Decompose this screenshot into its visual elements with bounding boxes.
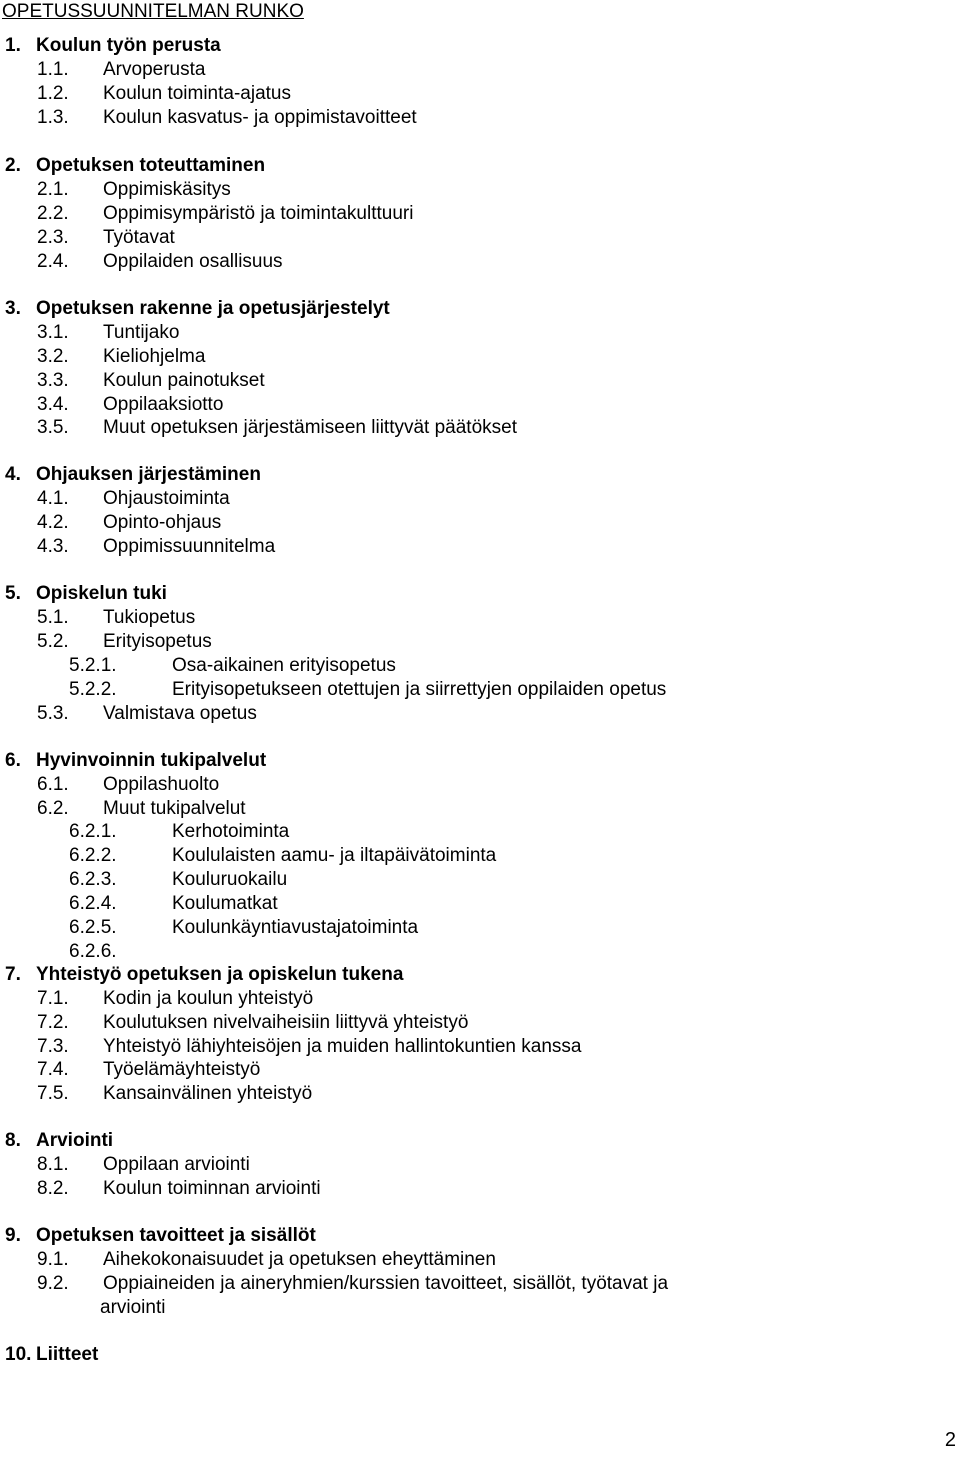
entry-number: 6.2.1.: [69, 821, 117, 842]
entry-number: 6.2.3.: [69, 869, 117, 890]
entry-text: Kodin ja koulun yhteistyö: [103, 988, 314, 1009]
entry-text: Koulutuksen nivelvaiheisiin liittyvä yhteistyö: [103, 1012, 469, 1033]
entry-text: Koulumatkat: [172, 893, 278, 914]
entry-number: 6.1.: [37, 774, 69, 795]
entry-text: Arvoperusta: [103, 59, 206, 80]
entry-text: Opetuksen rakenne ja opetusjärjestelyt: [36, 298, 390, 319]
entry-text: Oppimisympäristö ja toimintakulttuuri: [103, 203, 414, 224]
entry-text: Ohjauksen järjestäminen: [36, 464, 261, 485]
entry-text: Oppilaan arviointi: [103, 1154, 250, 1175]
entry-text: Opetuksen tavoitteet ja sisällöt: [36, 1225, 316, 1246]
entry-text: Aihekokonaisuudet ja opetuksen eheyttäminen: [103, 1249, 496, 1270]
entry-text: arviointi: [100, 1297, 166, 1318]
entry-text: Oppilashuolto: [103, 774, 220, 795]
entry-text: Koulun toiminta-ajatus: [103, 83, 291, 104]
entry-number: 2.2.: [37, 203, 69, 224]
entry-text: Opiskelun tuki: [36, 583, 167, 604]
entry-text: Hyvinvoinnin tukipalvelut: [36, 750, 267, 771]
entry-text: Koululaisten aamu- ja iltapäivätoiminta: [172, 845, 497, 866]
entry-number: 5.2.1.: [69, 655, 117, 676]
entry-text: Oppimissuunnitelma: [103, 536, 276, 557]
entry-text: Kieliohjelma: [103, 346, 206, 367]
entry-text: Ohjaustoiminta: [103, 488, 230, 509]
entry-number: 5.3.: [37, 703, 69, 724]
entry-text: Erityisopetus: [103, 631, 212, 652]
entry-text: Oppilaiden osallisuus: [103, 251, 283, 272]
entry-text: Arviointi: [36, 1130, 114, 1151]
entry-number: 1.1.: [37, 59, 69, 80]
entry-text: Opinto-ohjaus: [103, 512, 222, 533]
entry-number: 4.2.: [37, 512, 69, 533]
entry-text: Yhteistyö opetuksen ja opiskelun tukena: [36, 964, 404, 985]
entry-text: Kouluruokailu: [172, 869, 288, 890]
entry-number: 2.3.: [37, 227, 69, 248]
entry-number: 6.2.4.: [69, 893, 117, 914]
entry-number: 8.1.: [37, 1154, 69, 1175]
entry-number: 2.4.: [37, 251, 69, 272]
entry-number: 7.: [5, 964, 21, 985]
entry-text: Koulun painotukset: [103, 370, 265, 391]
entry-text: Koulunkäyntiavustajatoiminta: [172, 917, 419, 938]
entry-number: 8.2.: [37, 1178, 69, 1199]
entry-text: Koulun toiminnan arviointi: [103, 1178, 321, 1199]
entry-number: 3.3.: [37, 370, 69, 391]
entry-text: Työelämäyhteistyö: [103, 1059, 261, 1080]
entry-number: 8.: [5, 1130, 21, 1151]
entry-text: Oppiaineiden ja aineryhmien/kurssien tavoitteet, sisällöt, työtavat ja: [103, 1273, 669, 1294]
entry-number: 6.: [5, 750, 21, 771]
entry-text: Oppilaaksiotto: [103, 394, 224, 415]
entry-number: 9.2.: [37, 1273, 69, 1294]
entry-text: Oppimiskäsitys: [103, 179, 231, 200]
entry-number: 5.2.: [37, 631, 69, 652]
entry-number: 3.5.: [37, 417, 69, 438]
entry-number: 7.3.: [37, 1036, 69, 1057]
entry-text: Valmistava opetus: [103, 703, 257, 724]
entry-number: 6.2.5.: [69, 917, 117, 938]
entry-number: 7.2.: [37, 1012, 69, 1033]
entry-number: 3.: [5, 298, 21, 319]
entry-number: 3.4.: [37, 394, 69, 415]
entry-number: 4.1.: [37, 488, 69, 509]
entry-text: Kerhotoiminta: [172, 821, 290, 842]
entry-text: Osa-aikainen erityisopetus: [172, 655, 396, 676]
entry-number: 7.1.: [37, 988, 69, 1009]
entry-text: Kansainvälinen yhteistyö: [103, 1083, 313, 1104]
entry-number: 1.: [5, 35, 21, 56]
entry-number: 1.3.: [37, 107, 69, 128]
entry-number: 5.: [5, 583, 21, 604]
entry-text: Koulun työn perusta: [36, 35, 221, 56]
entry-number: 6.2.6.: [69, 941, 117, 962]
document-title: OPETUSSUUNNITELMAN RUNKO: [2, 1, 304, 22]
entry-number: 1.2.: [37, 83, 69, 104]
entry-text: Erityisopetukseen otettujen ja siirrettyjen oppilaiden opetus: [172, 679, 667, 700]
entry-number: 6.2.: [37, 798, 69, 819]
entry-text: Tuntijako: [103, 322, 180, 343]
page-number: 2: [944, 1429, 956, 1451]
entry-text: Työtavat: [103, 227, 175, 248]
entry-number: 10.: [5, 1344, 32, 1365]
entry-text: Opetuksen toteuttaminen: [36, 155, 266, 176]
entry-number: 7.5.: [37, 1083, 69, 1104]
entry-text: Liitteet: [36, 1344, 99, 1365]
entry-number: 2.: [5, 155, 21, 176]
entry-number: 3.2.: [37, 346, 69, 367]
entry-number: 3.1.: [37, 322, 69, 343]
entry-number: 7.4.: [37, 1059, 69, 1080]
entry-number: 6.2.2.: [69, 845, 117, 866]
entry-text: Tukiopetus: [103, 607, 196, 628]
entry-number: 5.1.: [37, 607, 69, 628]
entry-text: Koulun kasvatus- ja oppimistavoitteet: [103, 107, 417, 128]
entry-text: Muut opetuksen järjestämiseen liittyvät päätökset: [103, 417, 517, 438]
entry-number: 9.: [5, 1225, 21, 1246]
entry-number: 2.1.: [37, 179, 69, 200]
entry-number: 9.1.: [37, 1249, 69, 1270]
entry-text: Yhteistyö lähiyhteisöjen ja muiden hallintokuntien kanssa: [103, 1036, 582, 1057]
entry-number: 5.2.2.: [69, 679, 117, 700]
entry-number: 4.3.: [37, 536, 69, 557]
entry-text: Muut tukipalvelut: [103, 798, 246, 819]
entry-number: 4.: [5, 464, 21, 485]
